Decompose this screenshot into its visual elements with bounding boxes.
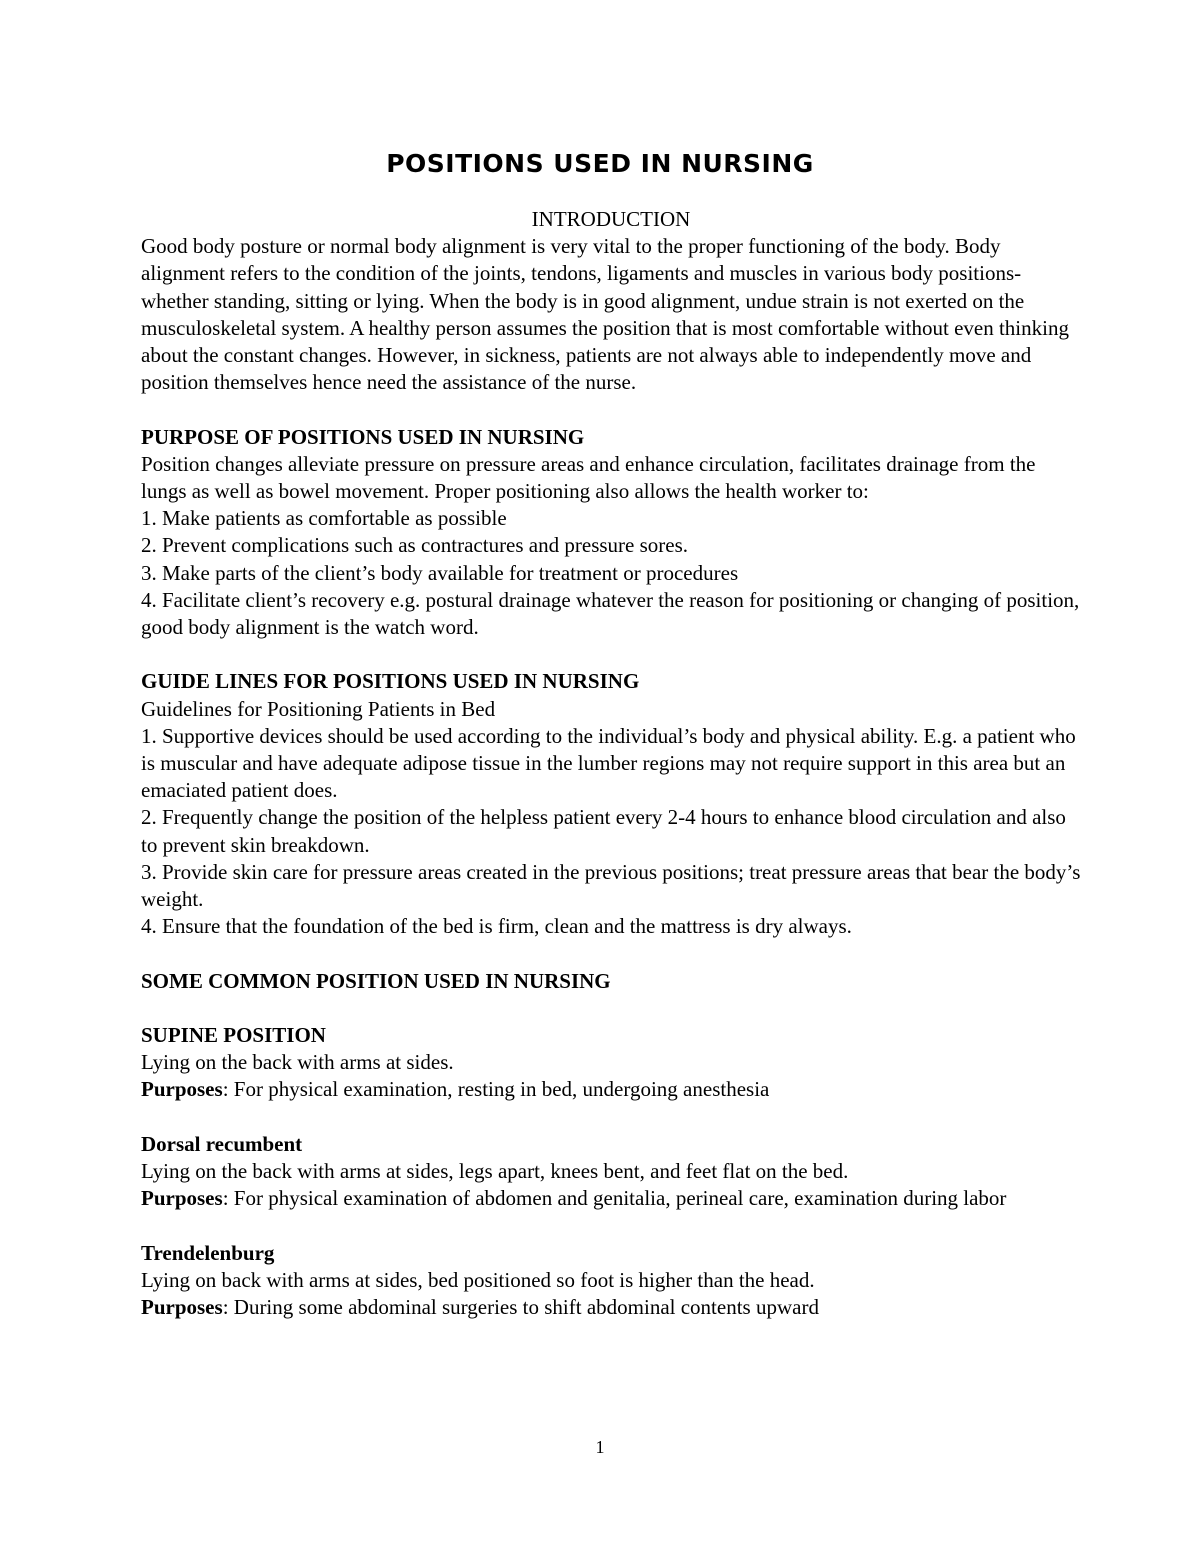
position-supine: [141, 1022, 1081, 1104]
introduction-heading: INTRODUCTION: [531, 207, 691, 231]
spacer: [141, 1104, 1081, 1131]
common-positions-section: [141, 968, 1081, 995]
purposes-text: : During some abdominal surgeries to shift abdominal contents upward: [222, 1295, 819, 1320]
position-description: Lying on the back with arms at sides.: [141, 1050, 454, 1075]
introduction-text: Good body posture or normal body alignment is very vital to the proper functioning of the body. Body alignment refers to the condition of the joints, tendons, ligaments and muscles in various body positions-whether standing, sitting or lying. When the body is in good alignment, undue strain is not exerted on the musculoskeletal system. A healthy person assumes the position that is most comfortable without even thinking about the constant changes. However, in sickness, patients are not always able to independently move and position themselves hence need the assistance of the nurse.: [141, 234, 1069, 395]
spacer: [141, 641, 1081, 668]
purposes-text: : For physical examination of abdomen and genitalia, perineal care, examination during labor: [222, 1186, 1007, 1211]
position-purposes: [141, 1185, 1081, 1212]
introduction-section: [141, 206, 1081, 396]
page-number: 1: [595, 1437, 605, 1457]
position-purposes: [141, 1294, 1081, 1321]
position-name: Trendelenburg: [141, 1240, 275, 1265]
guideline-item: 4. Ensure that the foundation of the bed is firm, clean and the mattress is dry always.: [141, 914, 852, 939]
position-dorsal-recumbent: [141, 1131, 1081, 1213]
purposes-label: Purposes: [141, 1077, 223, 1102]
document-title: POSITIONS USED IN NURSING: [386, 149, 814, 178]
guidelines-subheading: Guidelines for Positioning Patients in Bed: [141, 696, 496, 721]
document-body: [141, 206, 1081, 1321]
guideline-item: 3. Provide skin care for pressure areas created in the previous positions; treat pressure areas that bear the body’s weight.: [141, 859, 1081, 912]
common-positions-heading: SOME COMMON POSITION USED IN NURSING: [141, 968, 611, 993]
position-description: Lying on back with arms at sides, bed positioned so foot is higher than the head.: [141, 1267, 815, 1292]
purpose-section: [141, 424, 1081, 642]
guideline-item: 1. Supportive devices should be used according to the individual’s body and physical ability. E.g. a patient who is muscular and have adequate adipose tissue in the lumber regions may not require support in this area but an emaciated patient does.: [141, 723, 1076, 803]
purpose-item: 3. Make parts of the client’s body available for treatment or procedures: [141, 560, 739, 585]
purposes-label: Purposes: [141, 1295, 223, 1320]
position-name: SUPINE POSITION: [141, 1023, 326, 1048]
position-purposes: [141, 1076, 1081, 1103]
purpose-item: 4. Facilitate client’s recovery e.g. postural drainage whatever the reason for positioning or changing of position, good body alignment is the watch word.: [141, 587, 1080, 640]
spacer: [141, 940, 1081, 967]
purpose-item: 2. Prevent complications such as contractures and pressure sores.: [141, 533, 689, 558]
position-description: Lying on the back with arms at sides, legs apart, knees bent, and feet flat on the bed.: [141, 1159, 849, 1184]
spacer: [141, 396, 1081, 423]
purpose-heading: PURPOSE OF POSITIONS USED IN NURSING: [141, 424, 585, 449]
purpose-text: Position changes alleviate pressure on pressure areas and enhance circulation, facilitates drainage from the lungs as well as bowel movement. Proper positioning also allows the health worker to:: [141, 451, 1036, 504]
spacer: [141, 995, 1081, 1022]
guidelines-section: [141, 668, 1081, 940]
purposes-text: : For physical examination, resting in bed, undergoing anesthesia: [222, 1077, 770, 1102]
purposes-label: Purposes: [141, 1186, 223, 1211]
guideline-item: 2. Frequently change the position of the helpless patient every 2-4 hours to enhance blood circulation and also to prevent skin breakdown.: [141, 805, 1066, 857]
spacer: [141, 1212, 1081, 1239]
purpose-item: 1. Make patients as comfortable as possible: [141, 506, 507, 531]
position-name: Dorsal recumbent: [141, 1131, 303, 1156]
position-trendelenburg: [141, 1240, 1081, 1322]
guidelines-heading: GUIDE LINES FOR POSITIONS USED IN NURSING: [141, 669, 640, 694]
